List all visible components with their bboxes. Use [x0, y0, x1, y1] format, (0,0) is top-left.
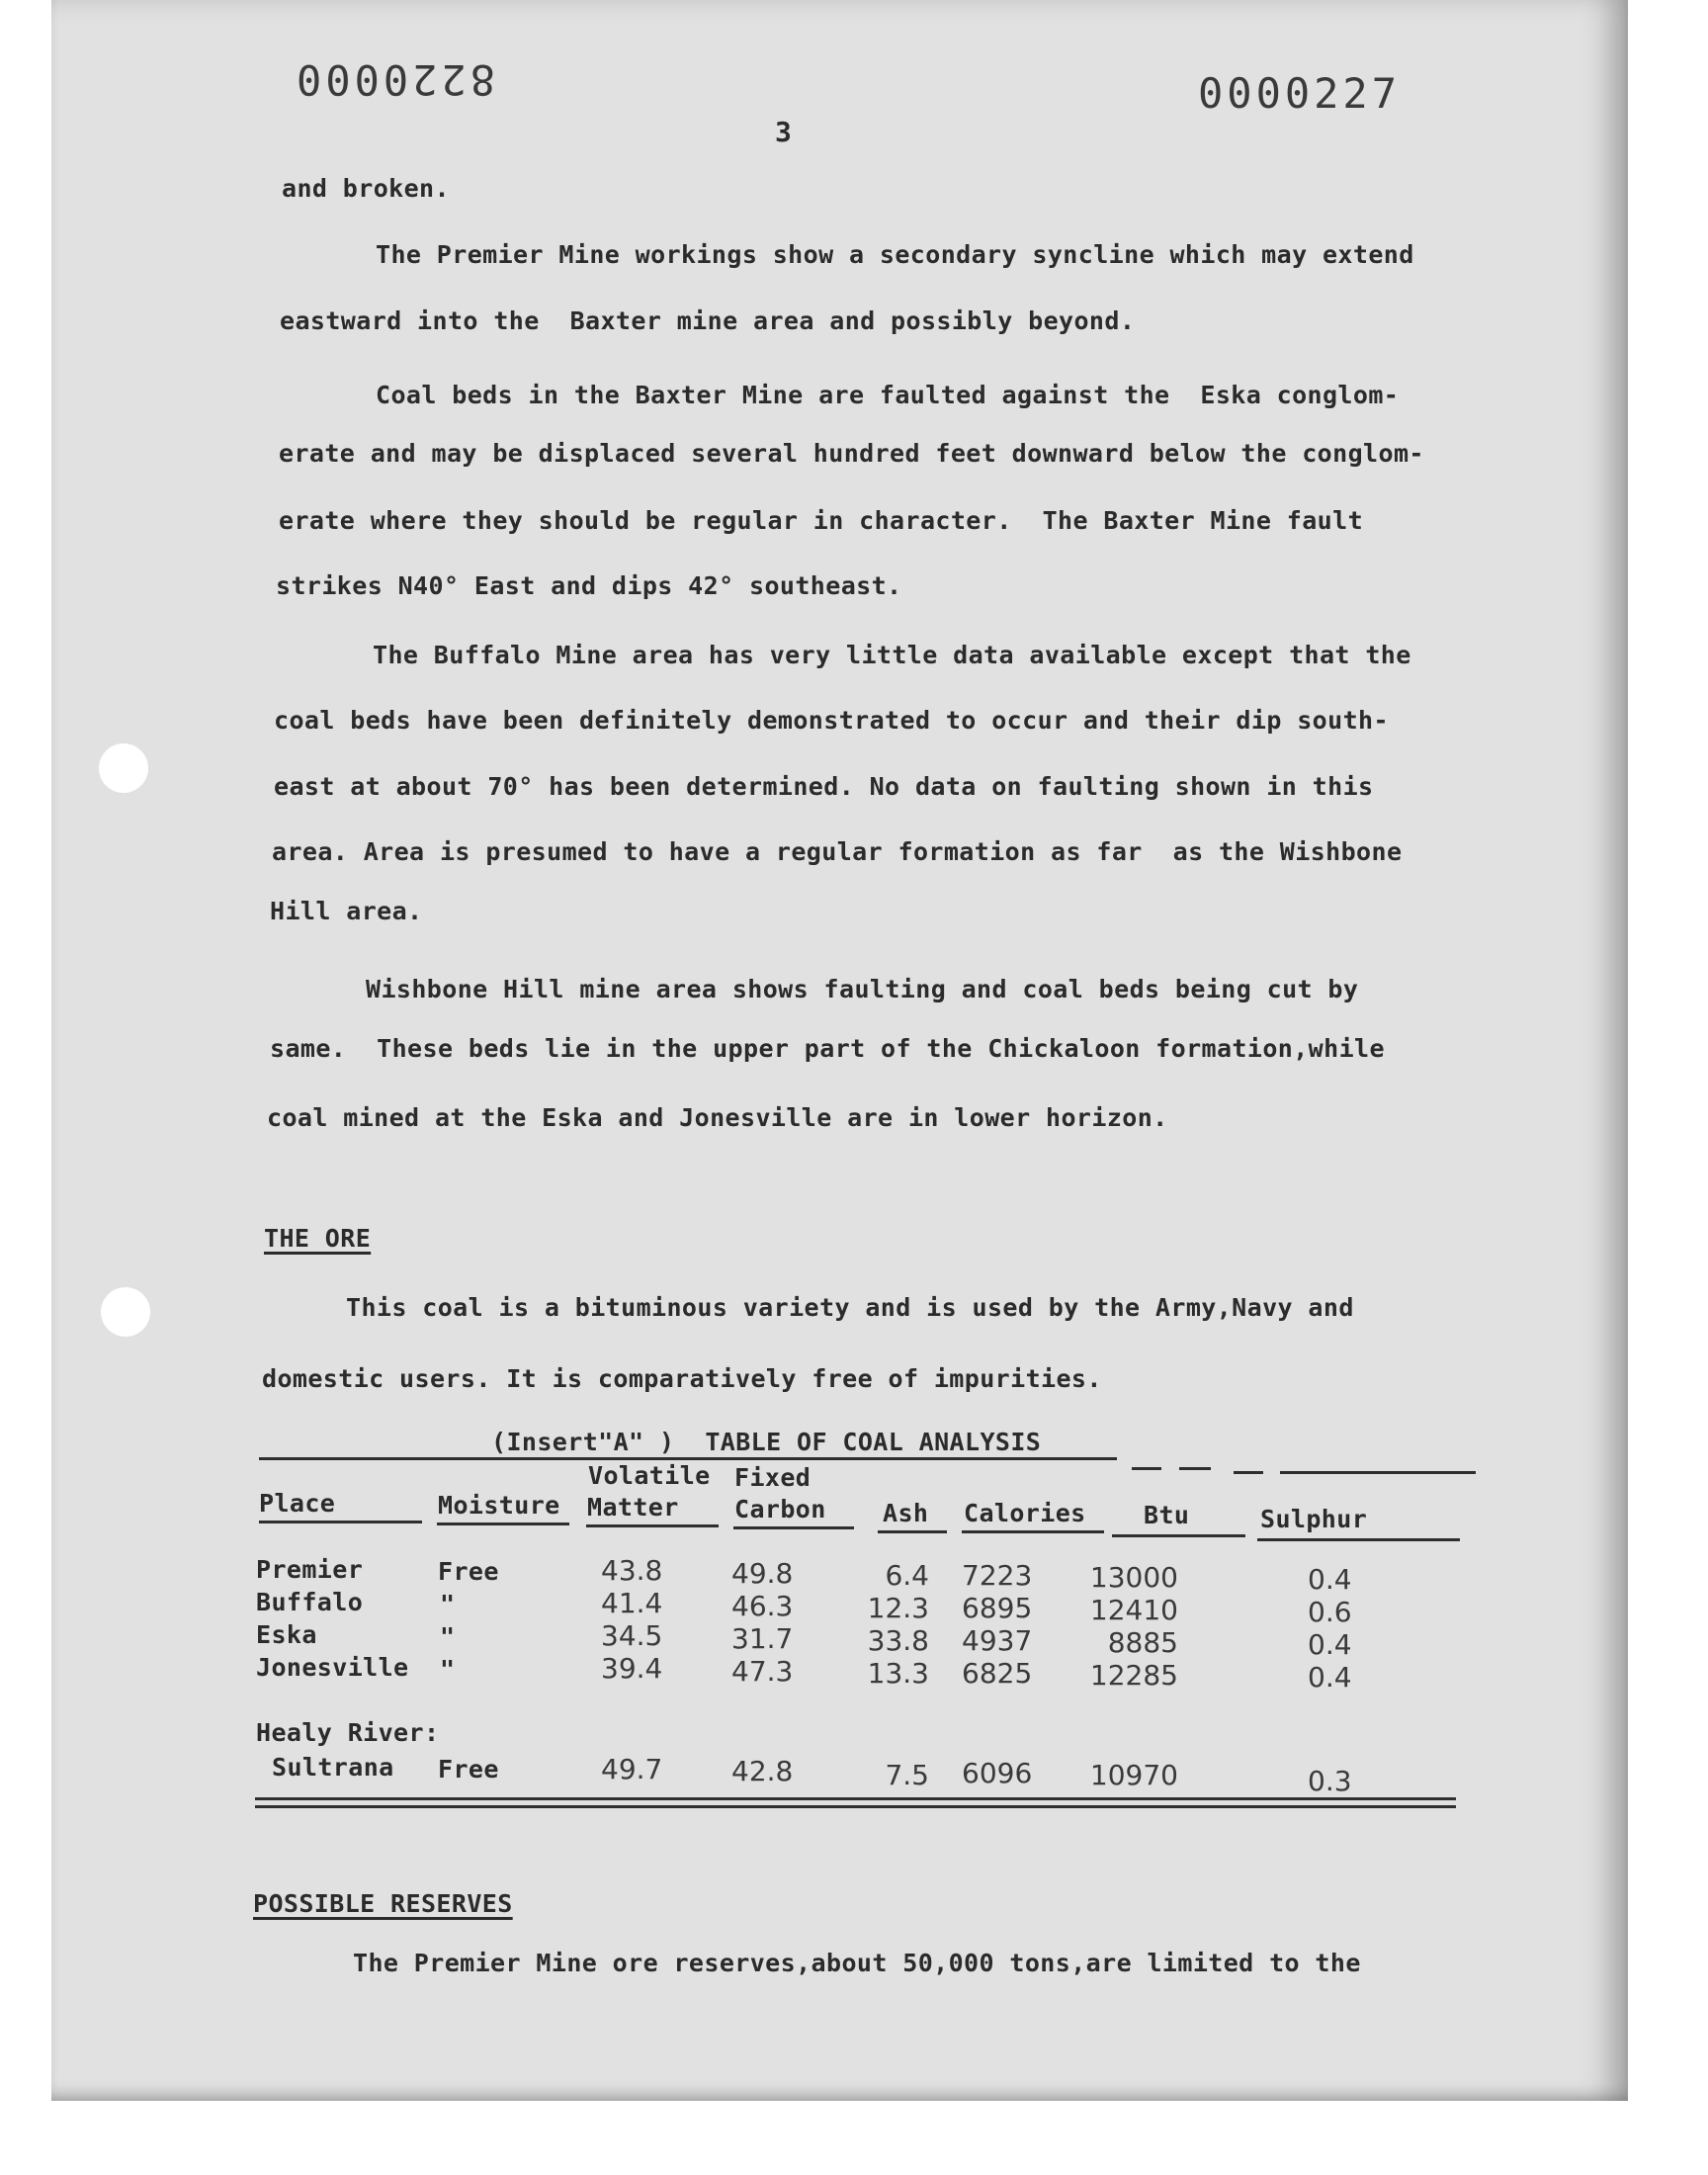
- cell-place: Buffalo: [256, 1588, 364, 1616]
- cell-place: Premier: [256, 1555, 364, 1584]
- cell-sulphur: 0.6: [1308, 1596, 1352, 1628]
- body-line: coal beds have been definitely demonstrated to occur and their dip south-: [274, 706, 1389, 735]
- table-top-rule: [259, 1457, 1117, 1460]
- ore-line: domestic users. It is comparatively free of impurities.: [262, 1364, 1102, 1393]
- cell-calories: 6096: [962, 1757, 1033, 1789]
- cell-carbon: 31.7: [731, 1622, 794, 1655]
- cell-calories: 6825: [962, 1657, 1033, 1690]
- page-number: 3: [775, 116, 793, 148]
- body-line: east at about 70° has been determined. No data on faulting shown in this: [274, 772, 1374, 801]
- table-top-rule: [1132, 1467, 1161, 1470]
- header-underline: [1257, 1538, 1460, 1541]
- cell-ash: 33.8: [867, 1624, 929, 1657]
- body-line: Coal beds in the Baxter Mine are faulted against the Eska conglom-: [376, 381, 1400, 409]
- cell-btu: 13000: [1089, 1561, 1178, 1594]
- cell-volatile: 41.4: [601, 1587, 663, 1619]
- body-line: coal mined at the Eska and Jonesville are in lower horizon.: [267, 1103, 1168, 1132]
- header-underline: [259, 1521, 422, 1523]
- cell-calories: 6895: [962, 1592, 1033, 1624]
- cell-place: Sultrana: [272, 1753, 394, 1782]
- column-header-matter: Matter: [587, 1493, 679, 1522]
- cell-carbon: 47.3: [731, 1655, 794, 1688]
- cell-sulphur: 0.3: [1308, 1765, 1352, 1797]
- cell-btu: 12410: [1089, 1594, 1178, 1626]
- cell-moisture: ": [440, 1622, 456, 1651]
- cell-calories: 4937: [962, 1624, 1033, 1657]
- cell-ash: 12.3: [867, 1592, 929, 1624]
- body-line: area. Area is presumed to have a regular formation as far as the Wishbone: [272, 837, 1403, 866]
- body-line: same. These beds lie in the upper part of the Chickaloon formation,while: [270, 1034, 1385, 1063]
- column-header-sulphur: Sulphur: [1260, 1505, 1368, 1533]
- header-underline: [586, 1524, 719, 1527]
- body-line: Hill area.: [270, 897, 423, 925]
- cell-carbon: 46.3: [731, 1590, 794, 1622]
- cell-btu: 12285: [1089, 1659, 1178, 1692]
- table-top-rule: [1179, 1467, 1211, 1470]
- column-header-place: Place: [259, 1489, 336, 1518]
- body-line: erate and may be displaced several hundred feet downward below the conglom-: [279, 439, 1424, 468]
- cell-ash: 13.3: [867, 1657, 929, 1690]
- column-header-calories: Calories: [964, 1499, 1086, 1527]
- cell-carbon: 42.8: [731, 1755, 794, 1787]
- table-group-label: Healy River:: [256, 1718, 440, 1747]
- body-line: eastward into the Baxter mine area and possibly beyond.: [280, 306, 1136, 335]
- header-underline: [878, 1530, 947, 1533]
- cell-volatile: 34.5: [601, 1619, 663, 1652]
- header-underline: [962, 1530, 1104, 1533]
- table-bottom-rule: [255, 1805, 1456, 1808]
- column-header-moisture: Moisture: [438, 1491, 560, 1520]
- cell-sulphur: 0.4: [1308, 1628, 1352, 1661]
- cell-moisture: ": [440, 1590, 456, 1618]
- cell-ash: 7.5: [885, 1759, 929, 1791]
- cell-sulphur: 0.4: [1308, 1661, 1352, 1694]
- page-stamp-flipped: 8220000: [293, 55, 496, 104]
- cell-sulphur: 0.4: [1308, 1563, 1352, 1596]
- ore-line: This coal is a bituminous variety and is used by the Army,Navy and: [346, 1293, 1354, 1322]
- punch-hole-upper: [99, 743, 148, 793]
- header-underline: [1112, 1534, 1245, 1537]
- cell-volatile: 49.7: [601, 1753, 663, 1785]
- body-line: and broken.: [282, 174, 450, 203]
- cell-volatile: 43.8: [601, 1554, 663, 1587]
- header-underline: [733, 1526, 854, 1529]
- column-header-btu: Btu: [1144, 1501, 1190, 1529]
- cell-btu: 8885: [1107, 1626, 1178, 1659]
- column-header-fixed: Fixed: [734, 1463, 811, 1492]
- body-line: The Premier Mine workings show a secondary syncline which may extend: [376, 240, 1414, 269]
- body-line: The Buffalo Mine area has very little data available except that the: [373, 641, 1411, 669]
- punch-hole-lower: [101, 1287, 150, 1337]
- cell-carbon: 49.8: [731, 1557, 794, 1590]
- cell-place: Jonesville: [256, 1653, 409, 1682]
- cell-btu: 10970: [1089, 1759, 1178, 1791]
- body-line: strikes N40° East and dips 42° southeast.: [276, 571, 902, 600]
- reserves-line: The Premier Mine ore reserves,about 50,000 tons,are limited to the: [353, 1949, 1361, 1977]
- cell-place: Eska: [256, 1620, 317, 1649]
- cell-moisture: ": [440, 1655, 456, 1684]
- table-caption: (Insert"A" ) TABLE OF COAL ANALYSIS: [491, 1428, 1042, 1456]
- header-underline: [437, 1522, 569, 1525]
- body-line: Wishbone Hill mine area shows faulting and coal beds being cut by: [366, 975, 1359, 1003]
- cell-volatile: 39.4: [601, 1652, 663, 1685]
- page-stamp-number: 0000227: [1198, 69, 1402, 118]
- cell-moisture: Free: [438, 1755, 499, 1784]
- cell-calories: 7223: [962, 1559, 1033, 1592]
- column-header-volatile: Volatile: [588, 1461, 711, 1490]
- table-bottom-rule: [255, 1797, 1456, 1800]
- body-line: erate where they should be regular in character. The Baxter Mine fault: [279, 506, 1364, 535]
- section-heading-reserves: POSSIBLE RESERVES: [253, 1889, 513, 1918]
- cell-moisture: Free: [438, 1557, 499, 1586]
- table-top-rule: [1234, 1471, 1263, 1474]
- column-header-ash: Ash: [883, 1499, 929, 1527]
- section-heading-ore: THE ORE: [264, 1224, 372, 1253]
- table-top-rule: [1280, 1471, 1476, 1474]
- column-header-carbon: Carbon: [734, 1495, 826, 1523]
- cell-ash: 6.4: [885, 1559, 929, 1592]
